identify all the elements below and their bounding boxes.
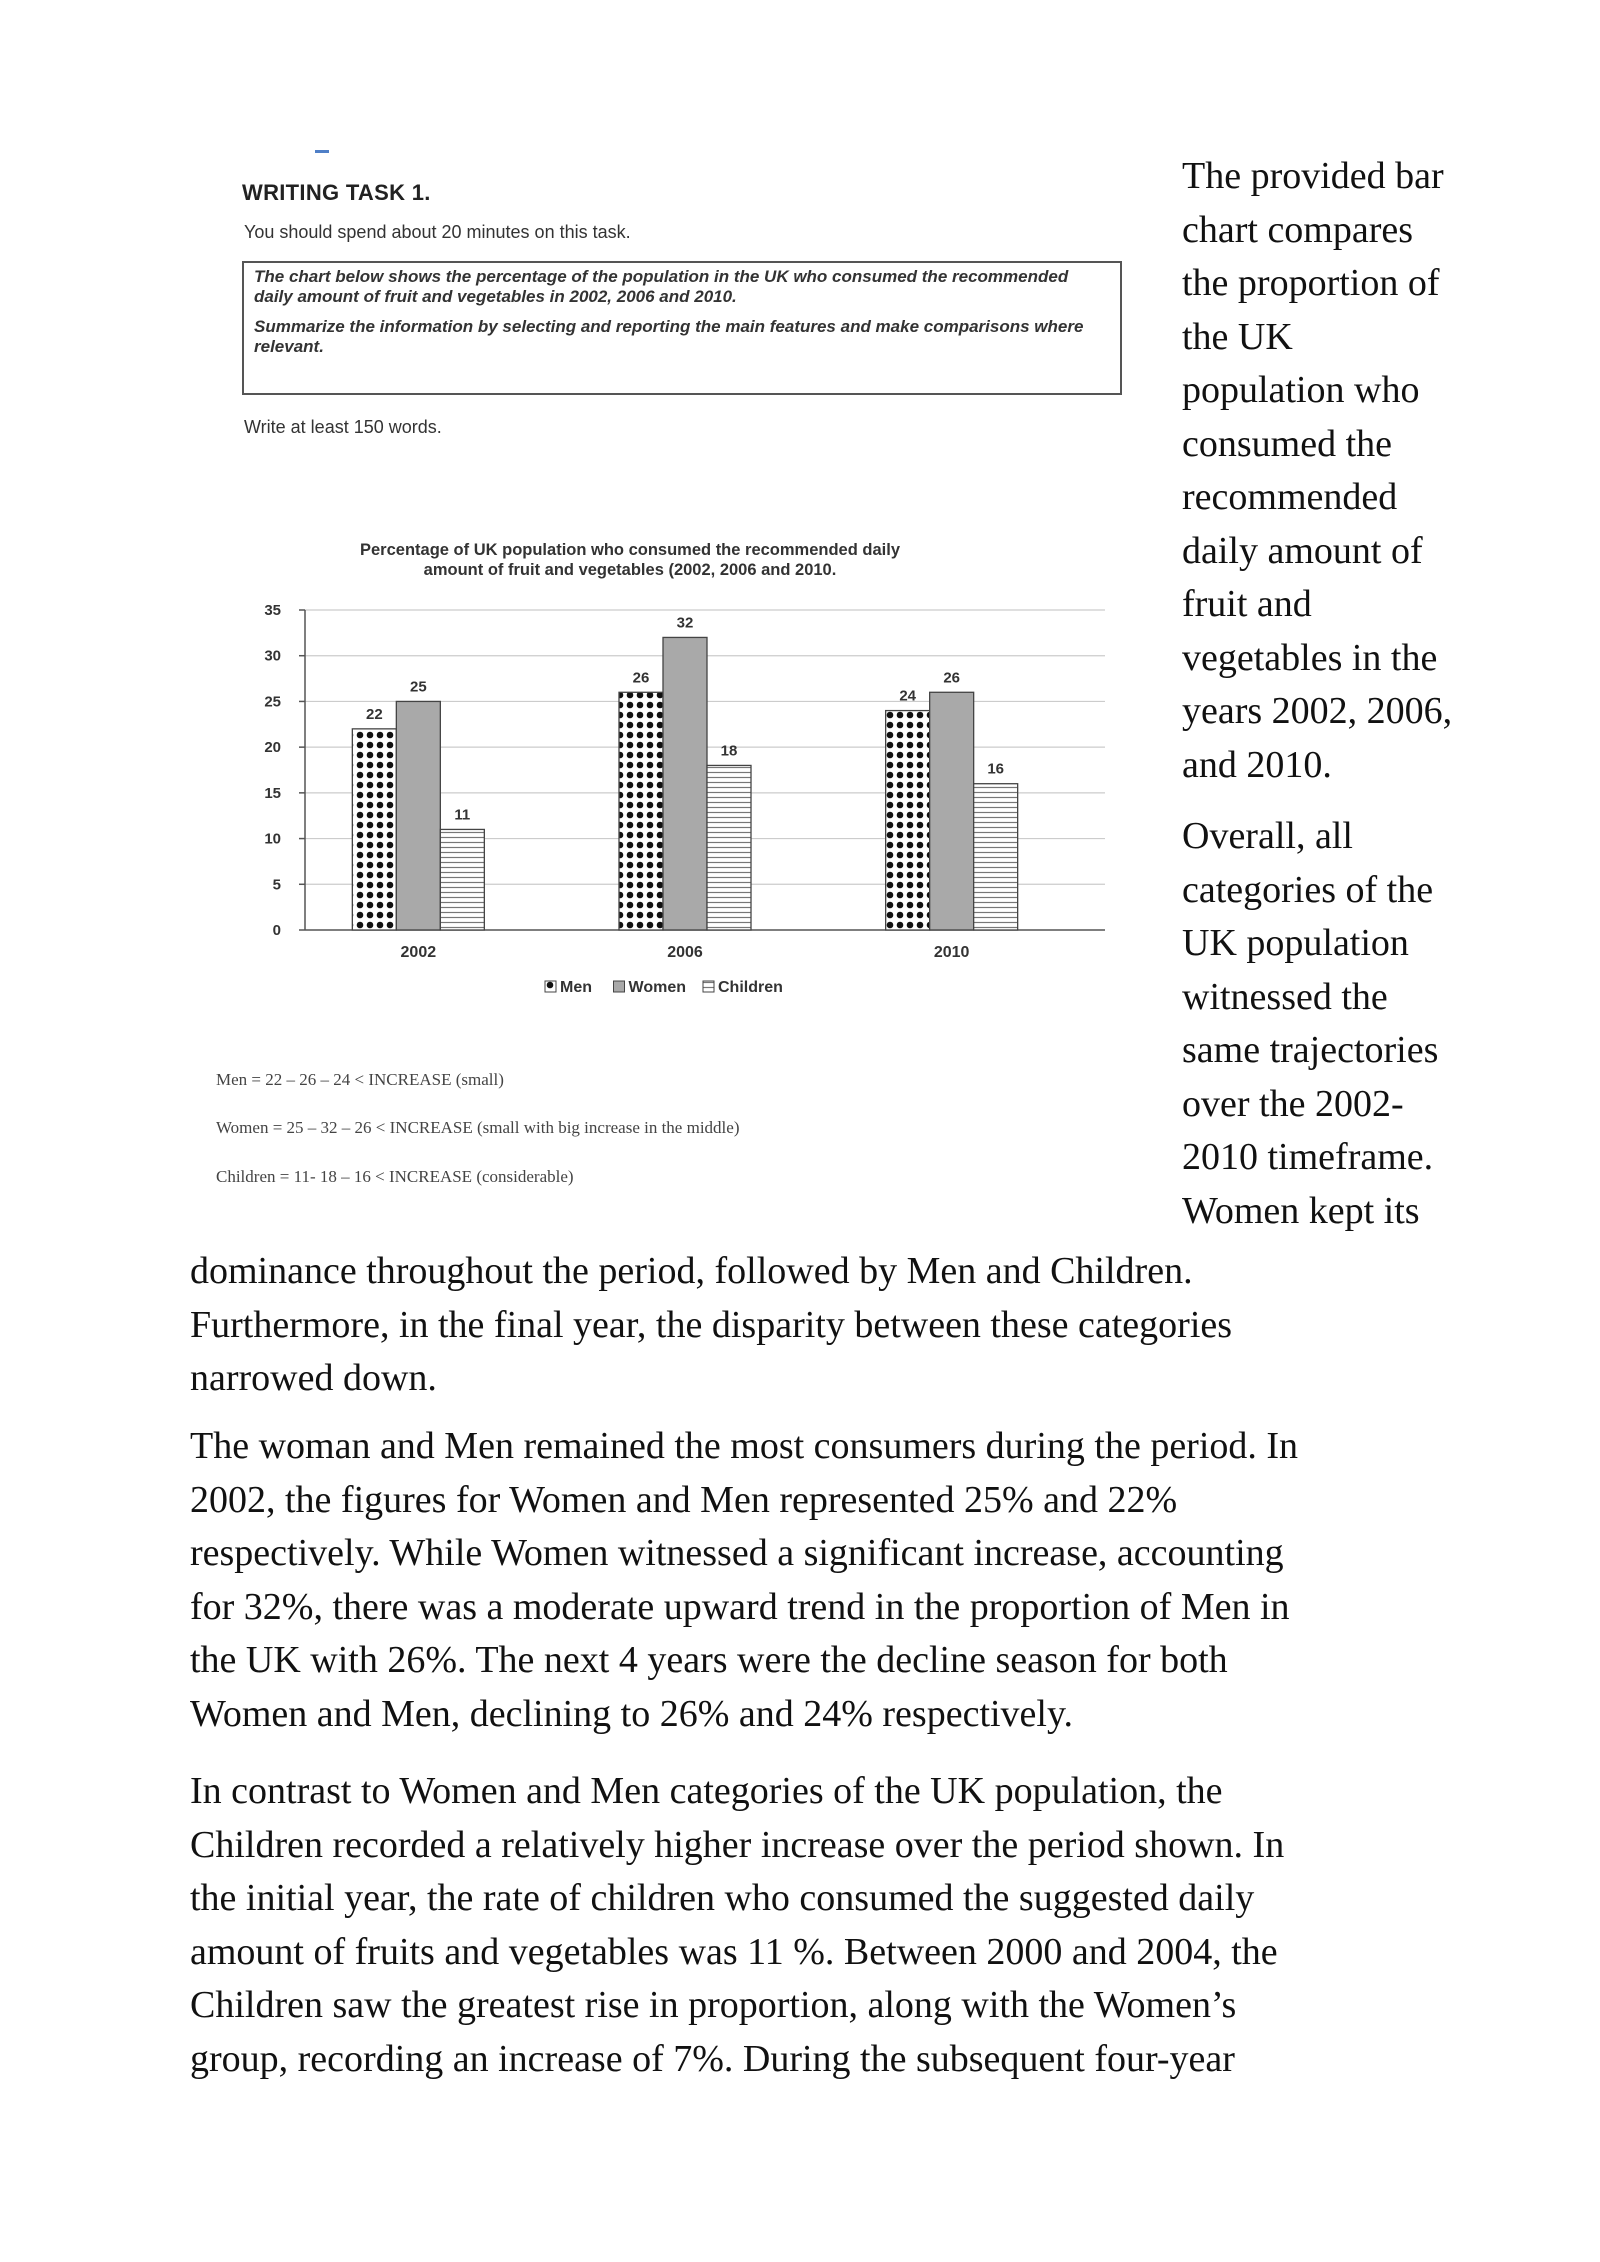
bar-women-2006 — [663, 637, 707, 930]
essay-line: population who — [1182, 369, 1420, 411]
essay-line: witnessed the — [1182, 975, 1388, 1018]
legend-swatch-women — [614, 981, 625, 992]
data-label: 22 — [365, 705, 383, 723]
data-label: 24 — [899, 687, 917, 705]
data-label: 26 — [632, 669, 650, 687]
essay-line: vegetables in the — [1182, 636, 1438, 679]
legend-label-women: Women — [628, 979, 686, 996]
note-women: Women = 25 – 32 – 26 < INCREASE (small with big increase in the middle) — [216, 1118, 740, 1137]
legend-swatch-children — [703, 981, 714, 992]
legend-label-children: Children — [718, 979, 783, 996]
essay-overview-paragraph — [1182, 810, 1512, 1238]
bar-men-2010 — [886, 711, 930, 930]
task-heading: WRITING TASK 1. — [242, 180, 431, 205]
essay-line: consumed the — [1182, 422, 1393, 465]
essay-overview-continued — [190, 1245, 1510, 1406]
essay-line: Women kept its — [1182, 1189, 1420, 1232]
task-prompt-line2: Summarize the information by selecting and reporting the main features and make comparisons where relevant. — [254, 317, 1084, 356]
essay-line: Children recorded a relatively higher increase over the period shown. In — [190, 1823, 1285, 1866]
bar-men-2006 — [619, 692, 663, 930]
chart-title-line2: amount of fruit and vegetables (2002, 2006 and 2010. — [423, 561, 837, 579]
essay-line: the proportion of — [1182, 262, 1440, 304]
essay-line: and 2010. — [1182, 743, 1332, 786]
essay-line: the UK — [1182, 315, 1293, 358]
note-children: Children = 11- 18 – 16 < INCREASE (considerable) — [216, 1167, 574, 1186]
essay-line: recommended — [1182, 476, 1398, 518]
task-word-count: Write at least 150 words. — [244, 417, 442, 437]
y-tick-label: 0 — [272, 922, 281, 939]
essay-line: amount of fruits and vegetables was 11 %. Between 2000 and 2004, the — [190, 1930, 1278, 1973]
data-label: 25 — [409, 678, 427, 696]
essay-line: years 2002, 2006, — [1182, 690, 1453, 732]
data-label: 16 — [987, 760, 1005, 778]
essay-line: respectively. While Women witnessed a significant increase, accounting — [190, 1532, 1284, 1574]
chart-title-line1: Percentage of UK population who consumed the recommended daily — [360, 541, 900, 559]
y-tick-label: 35 — [264, 602, 281, 619]
bar-children-2010 — [974, 784, 1018, 930]
x-tick-label: 2010 — [933, 944, 970, 961]
essay-line: dominance throughout the period, followed by Men and Children. — [190, 1250, 1193, 1292]
bar-men-2002 — [352, 729, 396, 930]
chart-legend — [545, 979, 783, 996]
y-tick-label: 10 — [264, 830, 281, 848]
y-tick-label: 30 — [264, 647, 281, 665]
essay-line: for 32%, there was a moderate upward trend in the proportion of Men in — [190, 1585, 1290, 1628]
chart-bars — [352, 637, 1017, 930]
essay-line: UK population — [1182, 922, 1409, 964]
essay-line: 2002, the figures for Women and Men represented 25% and 22% — [190, 1478, 1178, 1521]
essay-line: In contrast to Women and Men categories of the UK population, the — [190, 1770, 1223, 1812]
legend-swatch-men — [545, 981, 556, 992]
bar-children-2006 — [707, 765, 751, 930]
essay-line: Overall, all — [1182, 815, 1353, 857]
task-time-note: You should spend about 20 minutes on this task. — [244, 222, 631, 242]
essay-line: 2010 timeframe. — [1182, 1136, 1434, 1178]
bar-chart — [245, 590, 1115, 1020]
essay-line: The woman and Men remained the most consumers during the period. In — [190, 1425, 1299, 1467]
bar-women-2002 — [396, 701, 440, 930]
essay-line: The provided bar — [1182, 155, 1444, 197]
y-tick-label: 25 — [264, 693, 281, 711]
task-image — [180, 130, 1140, 1210]
essay-line: the initial year, the rate of children who consumed the suggested daily — [190, 1877, 1255, 1919]
essay-line: group, recording an increase of 7%. During the subsequent four-year — [190, 2037, 1235, 2080]
y-tick-label: 20 — [264, 739, 281, 757]
y-tick-label: 15 — [264, 784, 281, 802]
essay-line: the UK with 26%. The next 4 years were the decline season for both — [190, 1639, 1228, 1681]
essay-line: Women and Men, declining to 26% and 24% respectively. — [190, 1692, 1074, 1735]
data-label: 26 — [943, 669, 961, 687]
bar-women-2010 — [930, 692, 974, 930]
x-tick-label: 2006 — [667, 944, 703, 961]
task-prompt-box — [242, 261, 1122, 395]
bar-children-2002 — [440, 829, 484, 930]
essay-line: Children saw the greatest rise in proportion, along with the Women’s — [190, 1984, 1237, 2026]
essay-line: chart compares — [1182, 208, 1414, 251]
essay-line: narrowed down. — [190, 1357, 437, 1399]
note-men: Men = 22 – 26 – 24 < INCREASE (small) — [216, 1070, 504, 1089]
essay-line: over the 2002- — [1182, 1082, 1404, 1125]
essay-line: fruit and — [1182, 583, 1312, 625]
y-tick-label: 5 — [272, 876, 281, 894]
legend-label-men: Men — [560, 979, 592, 996]
essay-intro-paragraph — [1182, 150, 1512, 792]
task-prompt-line1: The chart below shows the percentage of the population in the UK who consumed the recommended daily amount of fruit and vegetables in 2002, 2006 and 2010. — [254, 267, 1069, 306]
data-label: 32 — [676, 614, 694, 632]
essay-line: daily amount of — [1182, 529, 1423, 572]
essay-line: same trajectories — [1182, 1029, 1439, 1071]
data-label: 18 — [720, 742, 738, 760]
essay-body-paragraph-1 — [190, 1420, 1510, 1741]
essay-column — [1182, 150, 1512, 1238]
essay-line: categories of the — [1182, 868, 1434, 911]
decorative-dash — [315, 150, 329, 153]
chart-title — [270, 540, 990, 580]
data-label: 11 — [454, 806, 471, 824]
essay-line: Furthermore, in the final year, the disparity between these categories — [190, 1303, 1233, 1346]
x-tick-label: 2002 — [400, 944, 437, 961]
essay-body-paragraph-2 — [190, 1765, 1510, 2086]
